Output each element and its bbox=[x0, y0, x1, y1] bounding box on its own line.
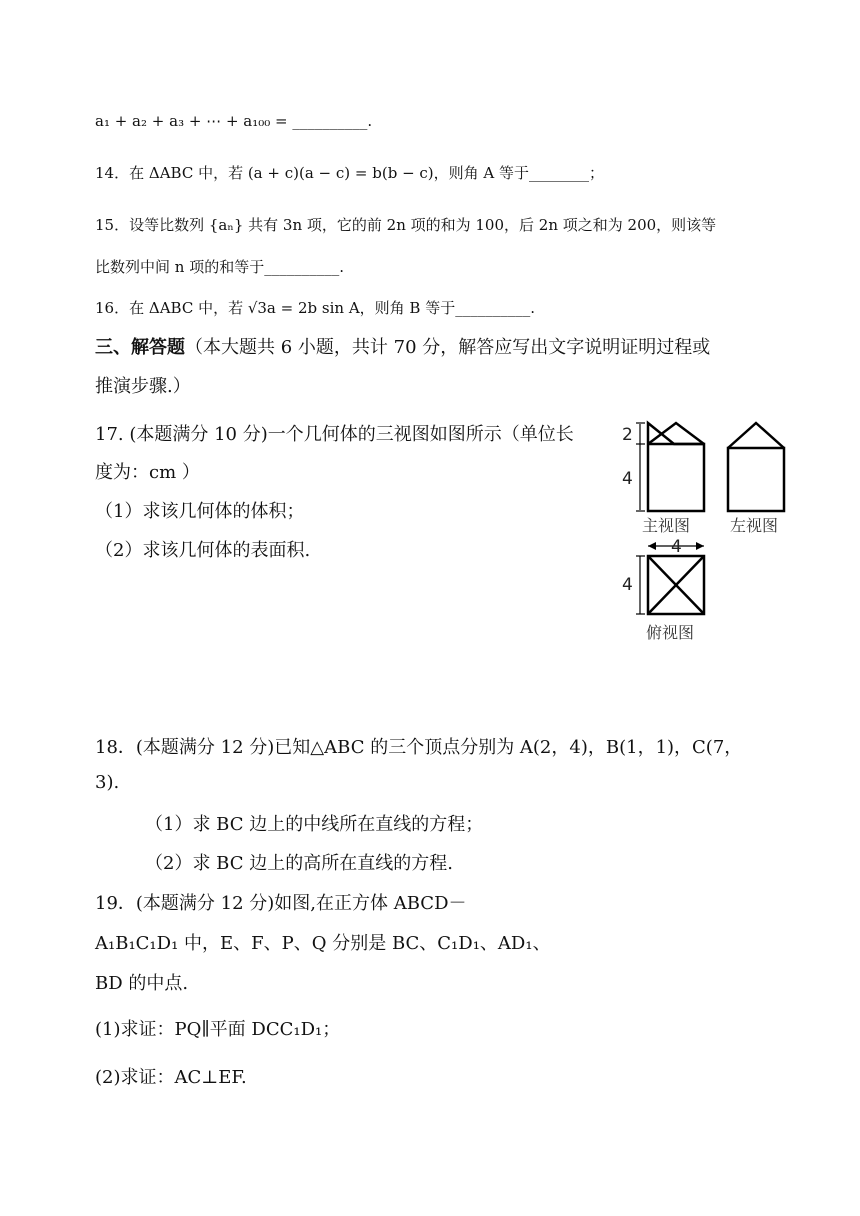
q18-line2: 3). bbox=[95, 772, 120, 793]
dim-top-width-label: 4 bbox=[671, 537, 682, 557]
front-view-label: 主视图 bbox=[642, 516, 691, 535]
q19-line3: BD 的中点. bbox=[95, 973, 189, 994]
top-view bbox=[622, 537, 704, 642]
section3-desc: （本大题共 6 小题，共计 70 分，解答应写出文字说明证明过程或 bbox=[185, 337, 711, 358]
q18-part2: （2）求 BC 边上的高所在直线的方程. bbox=[145, 853, 453, 874]
q16-text: 16．在 ΔABC 中，若 √3a = 2b sin A，则角 B 等于__________. bbox=[95, 299, 535, 317]
front-view-roof bbox=[648, 423, 704, 444]
q13-formula: a₁ + a₂ + a₃ + ⋯ + a₁₀₀ = __________. bbox=[95, 112, 373, 130]
left-view-label: 左视图 bbox=[730, 516, 779, 535]
section3-heading-line bbox=[95, 333, 710, 359]
q18-part1: （1）求 BC 边上的中线所在直线的方程； bbox=[145, 814, 484, 835]
q17-part2: （2）求该几何体的表面积. bbox=[95, 540, 311, 561]
q17-part1: （1）求该几何体的体积； bbox=[95, 501, 305, 522]
section3-heading: 三、解答题 bbox=[95, 337, 185, 358]
top-dim-arrow-left bbox=[648, 542, 656, 550]
q15-line1: 15．设等比数列 {aₙ} 共有 3n 项，它的前 2n 项的和为 100，后 2n 项之和为 200，则该等 bbox=[95, 216, 717, 234]
q17-line1: 17. (本题满分 10 分)一个几何体的三视图如图所示（单位长 bbox=[95, 424, 574, 445]
three-view-figure bbox=[612, 418, 792, 648]
dim-body-label: 4 bbox=[622, 469, 633, 489]
dim-roof-label: 2 bbox=[622, 425, 633, 445]
q18-line1: 18．(本题满分 12 分)已知△ABC 的三个顶点分别为 A(2，4)，B(1，1)，C(7， bbox=[95, 737, 743, 758]
top-dim-arrow-right bbox=[696, 542, 704, 550]
left-view-roof bbox=[728, 423, 784, 448]
section3-desc2: 推演步骤.） bbox=[95, 376, 191, 397]
three-view-drawing bbox=[612, 418, 792, 648]
front-view bbox=[622, 423, 704, 535]
left-view-box bbox=[728, 448, 784, 511]
q19-part1: (1)求证：PQ∥平面 DCC₁D₁； bbox=[95, 1019, 341, 1040]
q19-part2: (2)求证：AC⊥EF. bbox=[95, 1067, 247, 1088]
q19-line2: A₁B₁C₁D₁ 中，E、F、P、Q 分别是 BC、C₁D₁、AD₁、 bbox=[95, 933, 551, 954]
q19-line1: 19．(本题满分 12 分)如图,在正方体 ABCD－ bbox=[95, 893, 467, 914]
q15-line2: 比数列中间 n 项的和等于__________. bbox=[95, 258, 344, 276]
q17-line2: 度为：cm ） bbox=[95, 462, 200, 483]
top-view-label: 俯视图 bbox=[646, 623, 695, 642]
dim-top-height-label: 4 bbox=[622, 575, 633, 595]
q14-text: 14．在 ΔABC 中，若 (a + c)(a − c) = b(b − c)，则角 A 等于________； bbox=[95, 164, 605, 182]
left-view bbox=[728, 423, 784, 535]
